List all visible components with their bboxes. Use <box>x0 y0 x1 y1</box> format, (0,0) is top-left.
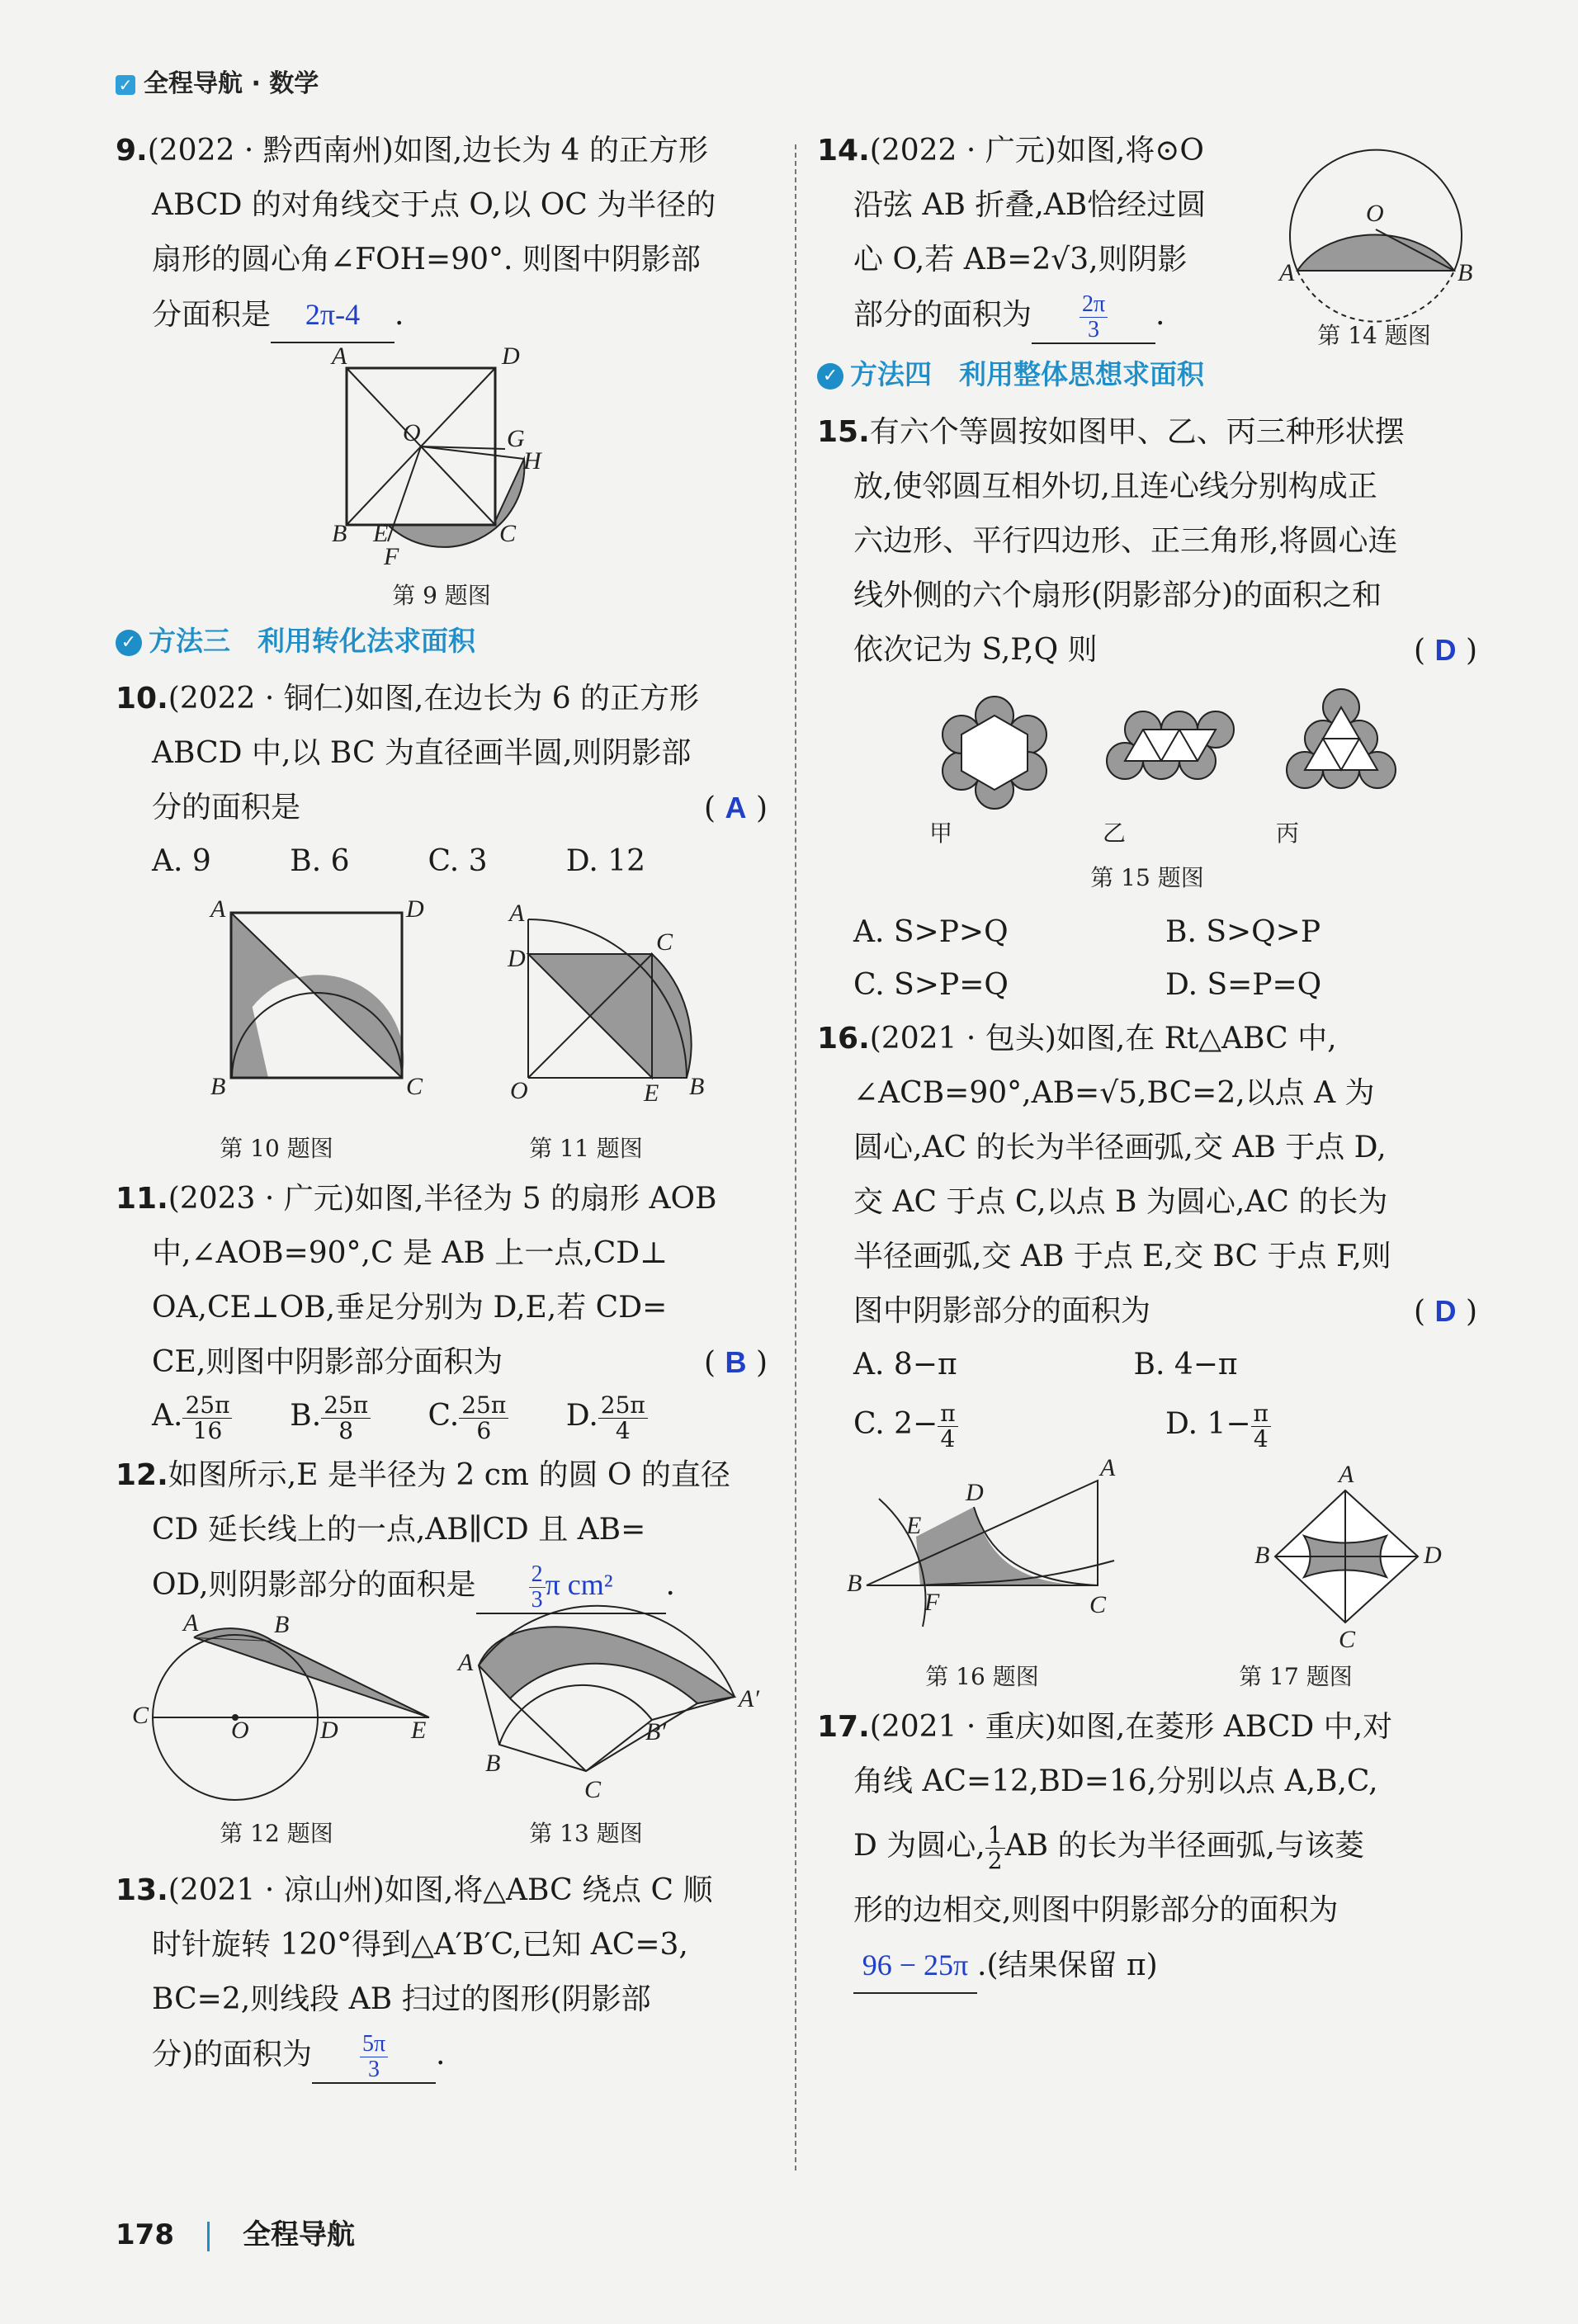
check-icon: ✓ <box>116 630 142 656</box>
figures-16-17 <box>817 1454 1477 1656</box>
svg-text:O: O <box>403 419 421 446</box>
svg-text:B: B <box>1254 1542 1270 1570</box>
svg-text:O: O <box>1366 200 1384 227</box>
svg-text:A: A <box>1279 259 1295 286</box>
footer-title: 全程导航 <box>242 2218 355 2251</box>
captions-16-17: 第 16 题图 第 17 题图 <box>925 1663 1353 1691</box>
answer-blank: 96 − 25π <box>853 1938 977 1994</box>
svg-text:D: D <box>502 342 520 370</box>
hexagon-arrangement <box>943 697 1046 809</box>
right-column <box>817 124 1477 1994</box>
question-17: 17.(2021 · 重庆)如图,在菱形 ABCD 中,对 角线 AC=12,BD=16,分别以点 A,B,C, D 为圆心, $\frac{1}{2}$ AB 的长为半径画弧,与该菱 形的边相交,则图中阴影部分的面积为 96 − 25π .(结果保留 π) <box>817 1700 1477 1994</box>
check-icon: ✓ <box>817 363 843 390</box>
answer-choice: D <box>1434 1294 1457 1329</box>
question-11: 11.(2023 · 广元)如图,半径为 5 的扇形 AOB 中,∠AOB=90°,C 是 AB 上一点,CD⊥ OA,CE⊥OB,垂足分别为 D,E,若 CD= CE,则图中阴影部分面积为 ( B ) A. $\frac{25\pi}{16}$ B. $\frac{25\pi}{8}$ C. $\frac{25\pi}{6}$ D. $\frac{25\pi}{4}$ <box>116 1182 768 1444</box>
svg-text:B: B <box>1458 259 1473 286</box>
question-16: 16.(2021 · 包头)如图,在 Rt△ABC 中, ∠ACB=90°,AB=√5,BC=2,以点 A 为 圆心,AC 的长为半径画弧,交 AB 于点 D, 交 AC 于点 C,以点 B 为圆心,AC 的长为 半径画弧,交 AB 于点 E,交 BC 于点 F,则 图中阴影部分的面积为 ( D ) A. 8−π B. 4−π C. 2− $\frac{\pi}{4}$ D. 1− $\frac{\pi}{4}$ A D E B F C A B D C 第 16 题图 第 17 题图 <box>817 1022 1477 1691</box>
svg-text:C: C <box>656 928 673 956</box>
svg-text:B: B <box>847 1570 862 1598</box>
svg-text:A: A <box>332 342 347 370</box>
method-3-heading: ✓ 方法三 利用转化法求面积 <box>116 614 768 668</box>
svg-text:D: D <box>320 1716 338 1744</box>
svg-text:B: B <box>210 1073 226 1100</box>
question-12: 12.如图所示,E 是半径为 2 cm 的圆 O 的直径 CD 延长线上的一点,AB∥CD 且 AB= OD,则阴影部分的面积是 $\frac{2}{3}$ π cm² . A B C O D E A B C B′ A′ 第 12 题图 第 13 题图 <box>116 1448 768 1849</box>
question-9: 9.(2022 · 黔西南州)如图,边长为 4 的正方形 ABCD 的对角线交于点 O,以 OC 为半径的 扇形的圆心角∠FOH=90°. 则图中阴影部 分面积是 2π-4 . A D O G H B E C F 第 9 题图 <box>116 124 768 611</box>
figure-15-labels: 甲 乙 丙 <box>928 820 1299 848</box>
question-10: 10.(2022 · 铜仁)如图,在边长为 6 的正方形 ABCD 中,以 BC 为直径画半圆,则阴影部 分的面积是 ( A ) A. 9 B. 6 C. 3 D. 12 A D B C A D C O E B 第 10 题图 第 11 题图 <box>116 682 768 1162</box>
svg-text:F: F <box>924 1589 940 1617</box>
figure-14 <box>1279 132 1473 322</box>
svg-text:A: A <box>210 895 226 923</box>
answer-choice: D <box>1434 633 1457 668</box>
figure-9 <box>116 343 768 574</box>
svg-text:D: D <box>508 945 526 972</box>
captions-12-13: 第 12 题图 第 13 题图 <box>220 1819 643 1847</box>
options: A. 9 B. 6 C. 3 D. 12 <box>152 844 646 878</box>
options: A. S>P>Q B. S>Q>P <box>853 915 1321 950</box>
svg-text:A: A <box>1339 1461 1354 1489</box>
options: C. S>P=Q D. S=P=Q <box>853 968 1322 1003</box>
svg-text:A′: A′ <box>739 1684 759 1712</box>
svg-text:O: O <box>510 1077 528 1104</box>
svg-text:B: B <box>332 520 347 547</box>
column-divider <box>795 144 796 2170</box>
svg-text:B′: B′ <box>645 1717 666 1745</box>
figure-15 <box>817 678 1477 827</box>
svg-text:C: C <box>406 1073 423 1100</box>
answer-choice: A <box>725 791 747 824</box>
page-header: ✓ 全程导航 · 数学 <box>116 63 319 99</box>
question-15: 15.有六个等圆按如图甲、乙、丙三种形状摆 放,使邻圆互相外切,且连心线分别构成正 六边形、平行四边形、正三角形,将圆心连 线外侧的六个扇形(阴影部分)的面积之和 依次记为 S,P,Q 则 ( D ) 甲 乙 丙 第 15 题图 A. S>P>Q B. S>Q>P C. S>P=Q D. S=P=Q <box>817 405 1477 1012</box>
svg-text:F: F <box>384 543 399 570</box>
triangle-arrangement <box>1287 689 1396 788</box>
svg-text:A: A <box>509 900 525 927</box>
svg-text:E: E <box>644 1079 659 1107</box>
svg-text:A: A <box>183 1608 199 1637</box>
svg-text:D: D <box>406 895 424 923</box>
options: A. 8−π B. 4−π <box>853 1348 1238 1382</box>
svg-text:D: D <box>1424 1542 1442 1570</box>
figures-12-13 <box>116 1608 768 1812</box>
answer-blank: $\frac{2}{3}$ π cm² <box>476 1557 666 1614</box>
svg-text:E: E <box>906 1512 922 1540</box>
svg-text:B: B <box>274 1610 290 1638</box>
check-icon: ✓ <box>116 75 135 95</box>
question-13: 13.(2021 · 凉山州)如图,将△ABC 绕点 C 顺 时针旋转 120°得到△A′B′C,已知 AC=3, BC=2,则线段 AB 扫过的图形(阴影部 分)的面积为 $\frac{5\pi}{3}$ . <box>116 1873 713 2082</box>
parallelogram-arrangement <box>1107 711 1234 779</box>
page-number: 178 <box>116 2218 174 2251</box>
left-column <box>116 124 768 2084</box>
page-footer <box>116 2212 355 2252</box>
svg-text:D: D <box>966 1479 984 1507</box>
svg-text:B: B <box>485 1749 501 1777</box>
svg-text:C: C <box>1089 1591 1107 1619</box>
captions-10-11: 第 10 题图 第 11 题图 <box>220 1135 643 1162</box>
method-4-heading: ✓ 方法四 利用整体思想求面积 <box>817 347 1477 402</box>
figures-10-11 <box>116 888 768 1127</box>
svg-text:A: A <box>458 1648 474 1676</box>
svg-text:B: B <box>689 1073 705 1100</box>
svg-text:E: E <box>373 520 389 547</box>
footer-divider <box>207 2222 210 2251</box>
answer-blank: $\frac{5\pi}{3}$ <box>312 2027 436 2084</box>
svg-text:C: C <box>1339 1626 1356 1654</box>
answer-blank: $\frac{2\pi}{3}$ <box>1032 287 1155 344</box>
question-14: 14.(2022 · 广元)如图,将⊙O 沿弦 AB 折叠,AB恰经过圆 心 O,若 AB=2√3,则阴影 部分的面积为 $\frac{2\pi}{3}$ . O A B 第 14 题图 <box>817 134 1473 349</box>
answer-blank: 2π-4 <box>271 287 394 343</box>
svg-text:G: G <box>507 425 525 452</box>
svg-text:O: O <box>231 1716 249 1744</box>
svg-text:C: C <box>132 1701 149 1729</box>
options: A. $\frac{25\pi}{16}$ B. $\frac{25\pi}{8}$ C. $\frac{25\pi}{6}$ D. $\frac{25\pi}{4}$ <box>116 1390 704 1443</box>
svg-text:H: H <box>523 447 541 475</box>
svg-text:E: E <box>411 1716 427 1744</box>
options: C. 2− $\frac{\pi}{4}$ D. 1− $\frac{\pi}{4}$ <box>817 1391 1477 1457</box>
svg-text:A: A <box>1100 1454 1116 1482</box>
svg-text:C: C <box>584 1775 602 1803</box>
svg-text:C: C <box>499 520 517 547</box>
answer-choice: B <box>725 1345 747 1379</box>
